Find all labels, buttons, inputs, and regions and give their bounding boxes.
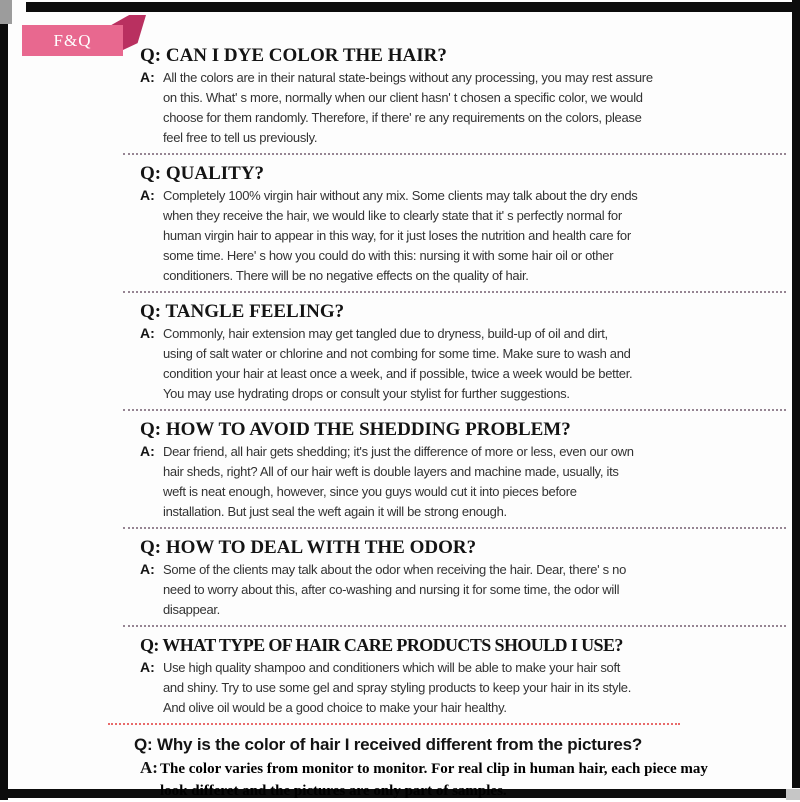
answer-line: Commonly, hair extension may get tangled due to dryness, build-up of oil and dirt, xyxy=(163,326,608,341)
corner-notch-bottom-right xyxy=(786,789,800,800)
fq-ribbon xyxy=(22,25,123,56)
answer-line: Some of the clients may talk about the odor when receiving the hair. Dear, there' s no xyxy=(163,562,627,577)
answer-line: Completely 100% virgin hair without any mix. Some clients may talk about the dry ends xyxy=(163,188,638,203)
answer-prefix-label: A: xyxy=(140,443,155,459)
answer-block xyxy=(140,658,782,718)
answer-prefix-label: A: xyxy=(140,659,155,675)
frame-top-border xyxy=(26,2,800,12)
answer-prefix-label: A: xyxy=(140,758,158,777)
answer-line: Dear friend, all hair gets shedding; it's just the difference of more or less, even our own xyxy=(163,444,634,459)
answer-line: need to worry about this, after co-washing and nursing it for some time, the odor will xyxy=(163,582,620,597)
ribbon-label: F&Q xyxy=(53,30,92,50)
answer-line: weft is neat enough, however, since you guys would cut it into pieces before xyxy=(163,484,577,499)
answer-line: choose for them randomly. Therefore, if there' re any requirements on the colors, please xyxy=(163,110,642,125)
answer-block xyxy=(140,324,782,404)
question-heading: Q: TANGLE FEELING? xyxy=(140,301,345,322)
answer-line: conditioners. There will be no negative effects on the quality of hair. xyxy=(163,268,529,283)
answer-line: some time. Here' s how you could do with this: nursing it with some hair oil or other xyxy=(163,248,614,263)
section-separator xyxy=(123,409,786,411)
section-separator xyxy=(123,625,786,627)
question-heading: Q: CAN I DYE COLOR THE HAIR? xyxy=(140,45,447,66)
frame-right-border xyxy=(792,0,800,788)
question-heading: Q: Why is the color of hair I received different from the pictures? xyxy=(134,735,643,754)
answer-line: when they receive the hair, we would like to clearly state that it' s perfectly normal for xyxy=(163,208,622,223)
answer-line: installation. But just seal the weft again it will be strong enough. xyxy=(163,504,507,519)
answer-prefix-label: A: xyxy=(140,325,155,341)
answer-line: look differet and the pictures are only part of samples. xyxy=(160,783,507,799)
answer-line: Use high quality shampoo and conditioners which will be able to make your hair soft xyxy=(163,660,621,675)
answer-block xyxy=(140,560,782,620)
answer-line: hair sheds, right? All of our hair weft is double layers and machine made, usually, its xyxy=(163,464,619,479)
answer-line: using of salt water or chlorine and not combing for some time. Make sure to wash and xyxy=(163,346,631,361)
question-heading: Q: HOW TO AVOID THE SHEDDING PROBLEM? xyxy=(140,419,571,440)
answer-line: condition your hair at least once a week, and if possible, twice a week would be better. xyxy=(163,366,633,381)
question-heading: Q: QUALITY? xyxy=(140,163,265,184)
answer-line: and shiny. Try to use some gel and spray styling products to keep your hair in its style. xyxy=(163,680,632,695)
answer-line: And olive oil would be a good choice to make your hair healthy. xyxy=(163,700,507,715)
answer-line: disappear. xyxy=(163,602,220,617)
faq-sections xyxy=(134,44,782,802)
answer-block xyxy=(140,186,782,286)
answer-prefix-label: A: xyxy=(140,69,155,85)
faq-section xyxy=(140,300,782,411)
section-separator xyxy=(123,153,786,155)
faq-section xyxy=(140,634,782,725)
section-separator xyxy=(108,723,680,725)
frame-left-border xyxy=(0,24,8,800)
answer-prefix-label: A: xyxy=(140,561,155,577)
answer-line: feel free to tell us previously. xyxy=(163,130,318,145)
faq-section xyxy=(140,44,782,155)
answer-line: You may use hydrating drops or consult your stylist for further suggestions. xyxy=(163,386,570,401)
answer-block xyxy=(140,758,782,802)
answer-block xyxy=(140,442,782,522)
answer-line: human virgin hair to appear in this way, for it just loses the nutrition and health care for xyxy=(163,228,631,243)
corner-notch-top-left xyxy=(0,0,12,24)
question-heading: Q: HOW TO DEAL WITH THE ODOR? xyxy=(140,537,477,558)
section-separator xyxy=(123,527,786,529)
question-heading: Q: WHAT TYPE OF HAIR CARE PRODUCTS SHOULD I USE? xyxy=(140,635,623,655)
faq-section xyxy=(134,732,782,802)
answer-block xyxy=(140,68,782,148)
answer-line: All the colors are in their natural state-beings without any processing, you may rest assure xyxy=(163,70,653,85)
faq-section xyxy=(140,418,782,529)
answer-prefix-label: A: xyxy=(140,187,155,203)
answer-line: The color varies from monitor to monitor. For real clip in human hair, each piece may xyxy=(160,761,708,777)
faq-section xyxy=(140,536,782,627)
faq-section xyxy=(140,162,782,293)
answer-line: on this. What' s more, normally when our client hasn' t chosen a specific color, we would xyxy=(163,90,643,105)
section-separator xyxy=(123,291,786,293)
